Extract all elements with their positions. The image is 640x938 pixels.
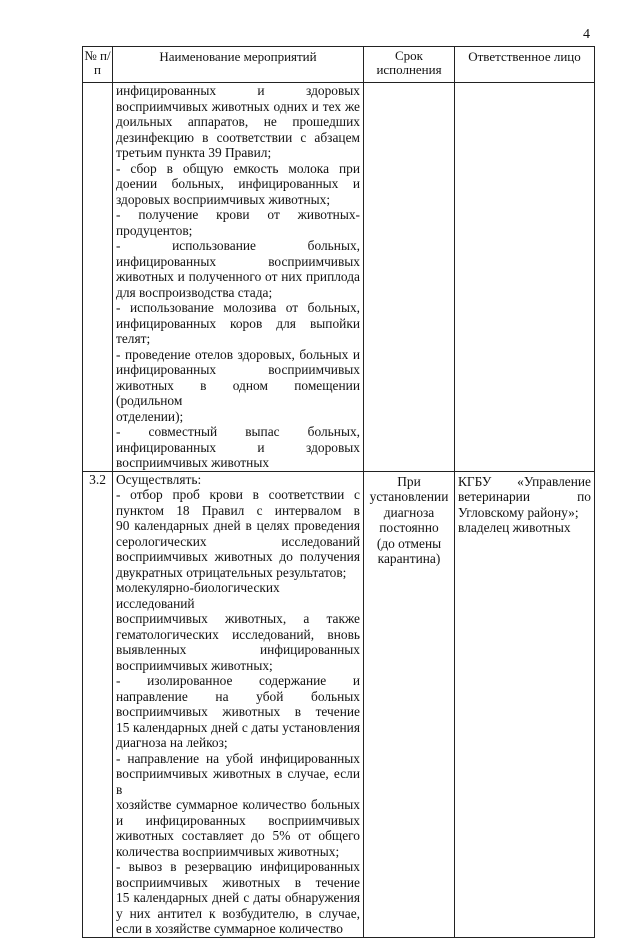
text-line: 90 календарных дней в целях проведения [116,518,360,533]
text-line: выявленных инфицированных [116,642,360,657]
text-line: инфицированных восприимчивых [116,253,360,269]
text-line: у них антител к возбудителю, в случае, [116,905,360,921]
text-line: - использование больных, [116,238,360,253]
text-line: и инфицированных восприимчивых [116,812,360,828]
text-line: - получение крови от животных- [116,207,360,222]
text-line: установлении [369,489,449,504]
text-line: диагноза [383,504,435,520]
text-line: - использование молозива от больных, [116,300,360,315]
table-row [83,471,595,937]
header-term-label: Срок исполнения [376,48,442,77]
text-line: телят; [116,331,151,346]
text-line: доильных аппаратов, не прошедших [116,114,360,129]
text-line: дезинфекцию в соответствии с абзацем [116,129,360,145]
text-line: продуцентов; [116,222,193,238]
text-line: хозяйстве суммарное количество больных [116,797,360,812]
measures-table [82,46,595,938]
text-line: здоровых восприимчивых животных; [116,191,331,207]
text-line: - совместный выпас больных, [116,424,360,439]
row-number-cell [83,83,113,472]
text-line: (до отмены [376,535,442,551]
text-line: постоянно [379,520,439,535]
text-line: серологических исследований [116,533,360,549]
measure-text-cell [113,471,364,937]
text-line: восприимчивых животных до получения [116,549,360,564]
text-line: гематологических исследований, вновь [116,626,360,642]
text-line: направление на убой больных [116,688,360,704]
measure-text-cell [113,83,364,472]
text-line: отделении); [116,408,184,424]
text-line: При [397,473,421,489]
table-row [83,83,595,472]
text-line: если в хозяйстве суммарное количество [116,921,343,936]
text-line: восприимчивых животных в течение [116,704,360,719]
text-line: животных и полученного от них приплода [116,269,360,284]
row-number-cell [83,471,113,937]
text-line: ветеринарии по [458,489,591,504]
text-line: инфицированных коров для выпойки [116,315,360,331]
text-line: Осуществлять: [116,471,202,487]
text-line: диагноза на лейкоз; [116,735,228,750]
text-line: КГБУ «Управление [458,473,591,489]
header-name [113,47,364,83]
table-header-row [83,47,595,83]
text-line: Угловскому району»; [458,504,579,520]
text-line: животных в одном помещении (родильном [116,377,360,408]
text-line: двукратных отрицательных результатов; [116,564,347,580]
text-line: - сбор в общую емкость молока при [116,160,360,176]
term-cell [364,83,455,472]
text-line: восприимчивых животных в течение [116,874,360,890]
text-line: - проведение отелов здоровых, больных и [116,346,360,362]
row-number: 3.2 [89,471,106,487]
text-line: карантина) [377,551,441,566]
text-line: количества восприимчивых животных; [116,843,340,859]
text-line: доении больных, инфицированных и [116,176,360,191]
text-line: восприимчивых животных в случае, если в [116,766,360,797]
text-line: восприимчивых животных [116,455,270,470]
responsible-cell [455,471,595,937]
text-line: - отбор проб крови в соответствии с [116,487,360,502]
responsible-cell [455,83,595,472]
text-line: третьим пункта 39 Правил; [116,145,272,160]
text-line: восприимчивых животных; [116,657,273,673]
text-line: восприимчивых животных, а также [116,611,360,626]
text-line: инфицированных и здоровых [116,83,360,98]
text-line: пунктом 18 Правил с интервалом в [116,502,360,518]
text-line: для воспроизводства стада; [116,284,273,300]
term-cell [364,471,455,937]
header-responsible-label: Ответственное лицо [468,49,581,64]
text-line: владелец животных [458,520,571,535]
header-number [83,47,113,83]
text-line: молекулярно-биологических исследований [116,580,280,611]
text-line: - направление на убой инфицированных [116,750,360,766]
text-line: инфицированных восприимчивых [116,362,360,377]
page-number: 4 [583,27,590,42]
text-line: 15 календарных дней с даты обнаружения [116,890,360,905]
text-line: - вывоз в резервацию инфицированных [116,859,360,874]
header-term [364,47,455,83]
header-responsible [455,47,595,83]
header-number-label: № п/п [84,48,111,77]
header-name-label: Наименование мероприятий [159,49,317,64]
text-line: восприимчивых животных одних и тех же [116,98,360,114]
text-line: - изолированное содержание и [116,673,360,688]
text-line: 15 календарных дней с даты установления [116,719,360,735]
text-line: животных составляет до 5% от общего [116,828,360,843]
text-line: инфицированных и здоровых [116,439,360,455]
